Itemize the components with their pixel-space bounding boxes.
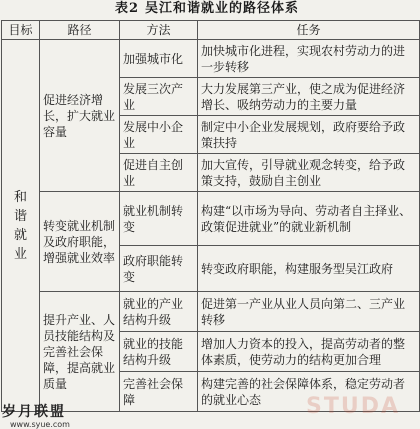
goal-text: 和谐就业 bbox=[13, 189, 27, 262]
header-row bbox=[2, 21, 420, 40]
method-cell: 发展中小企业 bbox=[120, 116, 198, 154]
path-cell: 提升产业、人员技能结构及完善社会保障，提高就业质量 bbox=[40, 292, 120, 412]
header-method: 方法 bbox=[120, 21, 198, 40]
task-cell: 大力发展第三产业，使之成为促进经济增长、吸纳劳动力的主要力量 bbox=[198, 78, 420, 116]
task-cell: 加大宣传，引导就业观念转变，给予政策支持，鼓励自主创业 bbox=[198, 154, 420, 192]
task-cell: 促进第一产业从业人员向第二、三产业转移 bbox=[198, 292, 420, 332]
path-cell: 促进经济增长，扩大就业容量 bbox=[40, 40, 120, 192]
task-cell: 构建完善的社会保障体系，稳定劳动者的就业心态 bbox=[198, 372, 420, 412]
task-cell: 转变政府职能，构建服务型吴江政府 bbox=[198, 246, 420, 292]
task-cell: 增加人力资本的投入，提高劳动者的整体素质，使劳动力的结构更加合理 bbox=[198, 332, 420, 372]
method-cell: 政府职能转变 bbox=[120, 246, 198, 292]
method-cell: 就业的产业结构升级 bbox=[120, 292, 198, 332]
task-cell: 构建“以市场为导向、劳动者自主择业、政策促进就业”的就业新机制 bbox=[198, 192, 420, 246]
header-task: 任务 bbox=[198, 21, 420, 40]
watermark-site-url: www.syue.com bbox=[10, 420, 70, 429]
table-row bbox=[2, 192, 420, 246]
header-path: 路径 bbox=[40, 21, 120, 40]
watermark-site-name: 岁月联盟 bbox=[2, 404, 66, 420]
task-cell: 制定中小企业发展规划，政府要给予政策扶持 bbox=[198, 116, 420, 154]
table-title: 吴江和谐就业的路径体系 bbox=[145, 1, 300, 16]
header-goal: 目标 bbox=[2, 21, 40, 40]
method-cell: 发展三次产业 bbox=[120, 78, 198, 116]
task-cell: 加快城市化进程，实现农村劳动力的进一步转移 bbox=[198, 40, 420, 78]
table-number: 表2 bbox=[114, 1, 140, 16]
method-cell: 加强城市化 bbox=[120, 40, 198, 78]
method-cell: 就业的技能结构升级 bbox=[120, 332, 198, 372]
method-cell: 就业机制转变 bbox=[120, 192, 198, 246]
path-system-table bbox=[1, 20, 420, 412]
method-cell: 促进自主创业 bbox=[120, 154, 198, 192]
watermark-study: STUDA bbox=[305, 394, 400, 419]
table-caption bbox=[0, 0, 420, 20]
table-row bbox=[2, 40, 420, 78]
table-row bbox=[2, 292, 420, 332]
path-cell: 转变就业机制及政府职能，增强就业效率 bbox=[40, 192, 120, 292]
method-cell: 完善社会保障 bbox=[120, 372, 198, 412]
goal-cell bbox=[2, 40, 40, 412]
